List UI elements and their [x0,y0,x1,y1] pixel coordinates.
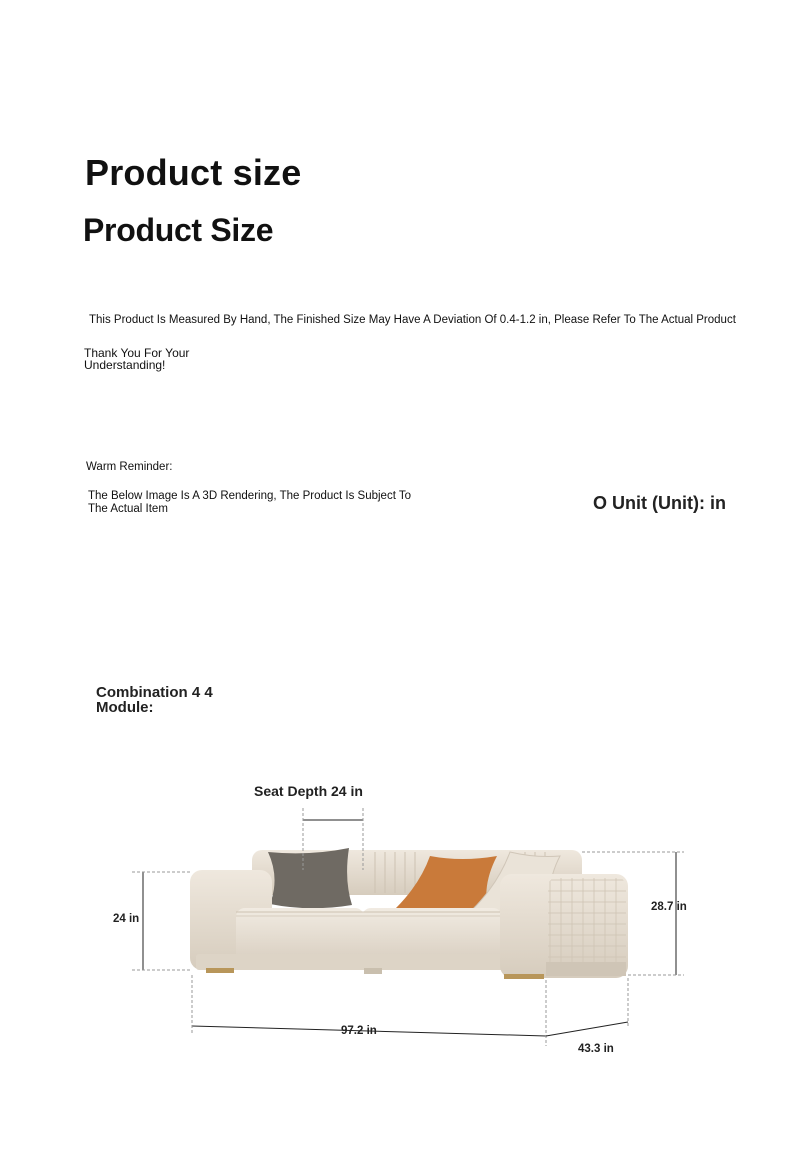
reminder-body: The Below Image Is A 3D Rendering, The Product Is Subject To The Actual Item [88,490,412,515]
unit-label: O Unit (Unit): in [593,493,726,513]
seat-height-label: 24 in [113,913,140,925]
total-height-label: 28.7 in [651,901,687,913]
sofa-seat-cushions [236,908,502,962]
page-title: Product size [85,152,302,193]
depth-label: 43.3 in [578,1043,614,1055]
reminder-title: Warm Reminder: [86,461,173,473]
sofa-right-arm [500,874,628,978]
measurement-note: This Product Is Measured By Hand, The Finished Size May Have A Deviation Of 0.4-1.2 in, Please Refer To The Actual Product [89,314,736,326]
section-title: Product Size [83,212,274,248]
combination-label: Combination 4 4 Module: [96,684,213,716]
grey-pillow [268,848,352,908]
length-label: 97.2 in [341,1025,377,1037]
seat-depth-label: Seat Depth 24 in [254,783,363,799]
thanks-note: Thank You For Your Understanding! [84,346,190,372]
